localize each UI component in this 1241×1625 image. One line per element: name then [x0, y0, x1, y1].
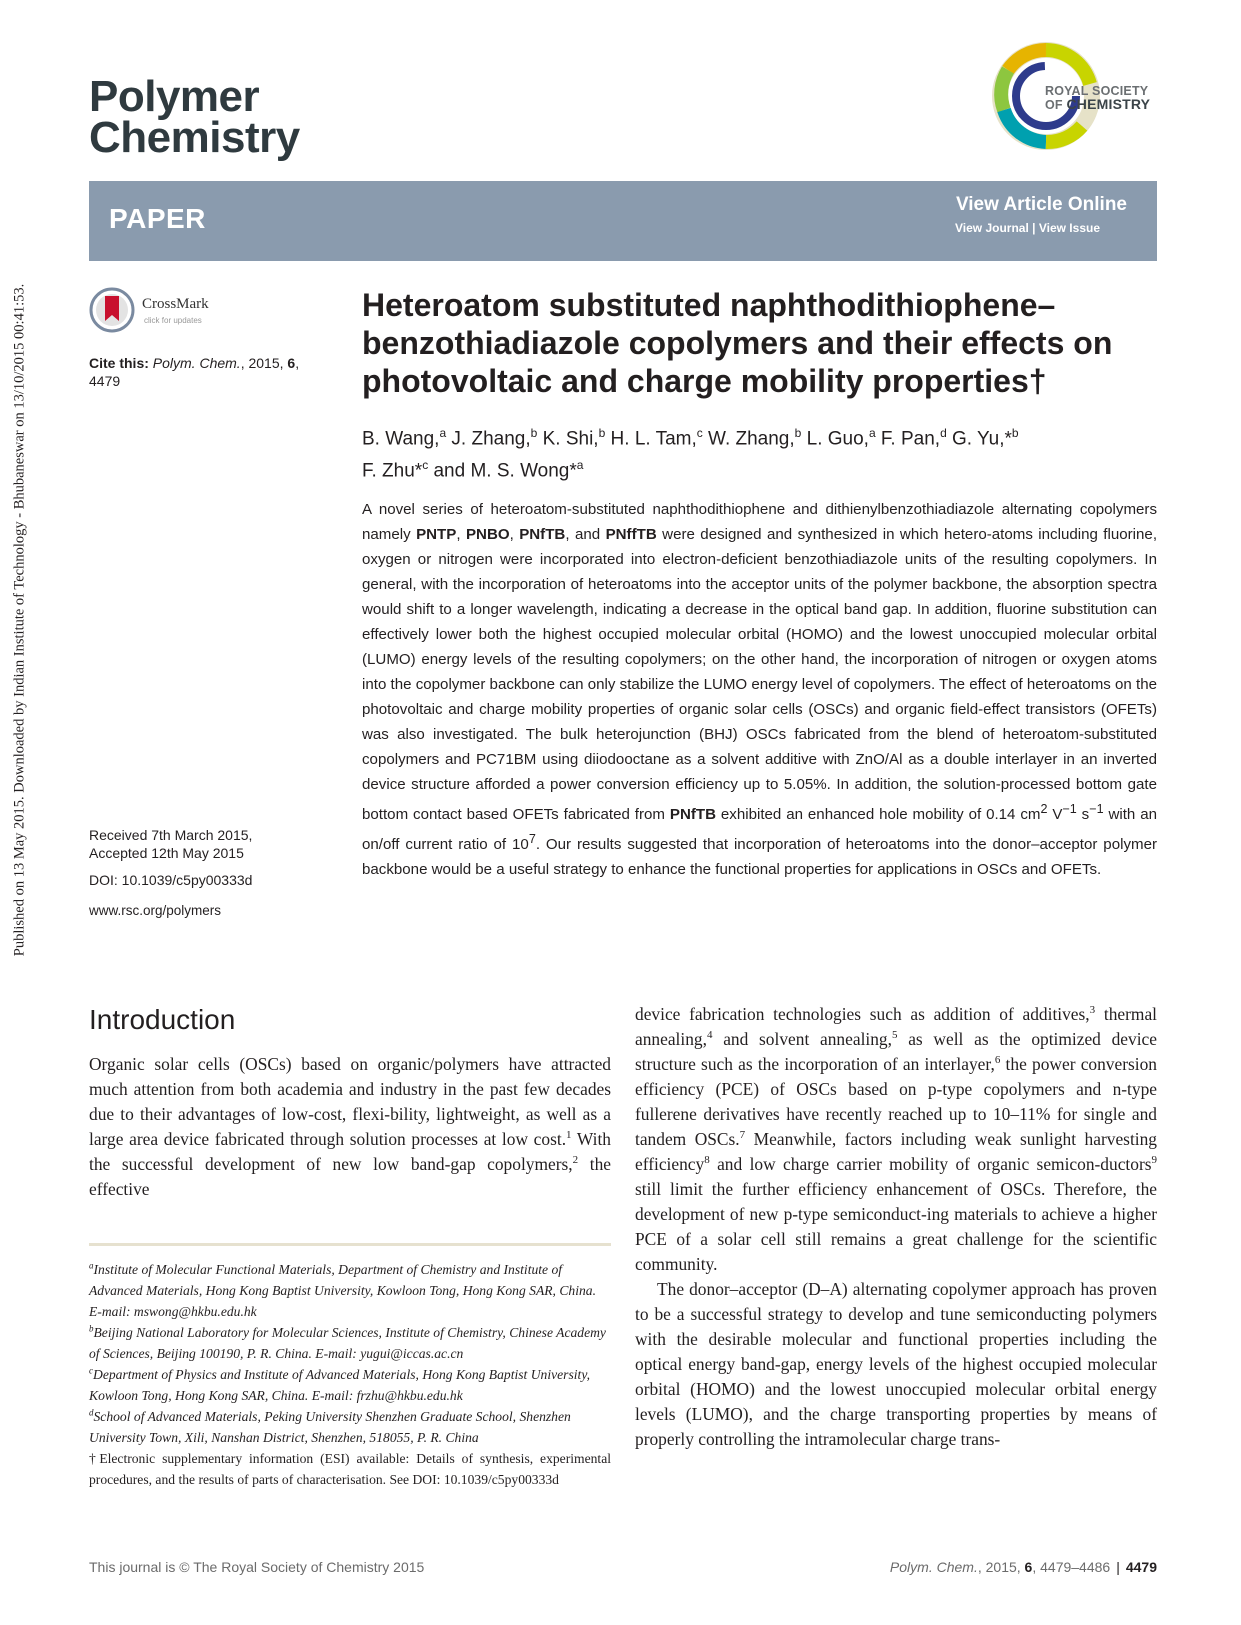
author-affiliation: d: [940, 426, 947, 440]
abstract-text: ,: [456, 526, 466, 543]
compound-name: PNfTB: [669, 806, 717, 824]
reference-link[interactable]: 1: [566, 1129, 572, 1142]
body-text: as well as the optimized device structure such as the incorporation of an interlayer,: [635, 1029, 1157, 1074]
affiliation-b: [89, 1322, 611, 1364]
affiliation-text: Beijing National Laboratory for Molecular Sciences, Institute of Chemistry, Chinese Academy of Sciences, Beijing 100190, P. R. China. E-mail: yugui@iccas.ac.cn: [89, 1325, 606, 1361]
reference-link[interactable]: 4: [706, 1029, 713, 1042]
compound-name: PNTP: [416, 526, 457, 543]
cite-volume: 6: [287, 355, 296, 371]
body-column-right: [635, 1002, 1157, 1452]
journal-title-line2: Chemistry: [89, 113, 300, 162]
affiliation-a: [89, 1259, 611, 1322]
journal-title: [89, 72, 300, 162]
author-affiliation: c: [422, 458, 429, 473]
author-name[interactable]: H. L. Tam,: [605, 428, 697, 450]
author-name[interactable]: F. Zhu*: [362, 460, 423, 482]
abstract-text: s: [1076, 806, 1090, 824]
cite-page: 4479: [89, 373, 121, 389]
view-journal-link[interactable]: View Journal: [954, 221, 1029, 235]
affiliation-marker: b: [89, 1323, 94, 1334]
affiliation-footnotes: [89, 1259, 611, 1490]
reference-link[interactable]: 7: [739, 1129, 746, 1142]
author-name[interactable]: G. Yu,*: [946, 428, 1012, 450]
body-text: the effective: [89, 1154, 611, 1199]
author-name[interactable]: F. Pan,: [875, 428, 941, 450]
publisher-name: [1045, 85, 1150, 112]
author-name[interactable]: and M. S. Wong*: [428, 460, 577, 482]
banner-links: [955, 221, 1100, 235]
journal-title-line1: Polymer: [89, 72, 260, 121]
article-type-banner: [89, 181, 1157, 261]
abstract-text: were designed and synthesized in which hetero-atoms including fluorine, oxygen or nitrogen were incorporated into electron-deficient benzothiadiazole units of the resulting copolymers. In general, with the incorporation of heteroatoms into the acceptor units of the polymer backbone, the absorption spectra would shift to a longer wavelength, indicating a decrease in the optical band gap. In addition, fluorine substitution can effectively lower both the highest occupied molecular orbital (HOMO) and the lowest unoccupied molecular orbital (LUMO) energy levels of the resulting copolymers; on the other hand, the incorporation of nitrogen or oxygen atoms into the copolymer backbone can only stabilize the LUMO energy level of copolymers. The effect of heteroatoms on the photovoltaic and charge mobility properties of organic solar cells (OSCs) and organic field-effect transistors (OFETs) was also investigated. The bulk heterojunction (BHJ) OSCs fabricated from the blend of heteroatom-substituted copolymers and PC71BM using diiodooctane as a solvent additive with ZnO/Al as a double interlayer in an inverted device structure afforded a power conversion efficiency up to 5.05%. In addition, the solution-processed bottom gate bottom contact based OFETs fabricated from: [362, 526, 1158, 824]
abstract-text: ,: [509, 526, 520, 543]
author-affiliation: a: [576, 458, 584, 473]
compound-name: PNffTB: [605, 526, 657, 543]
footer-pages: , 4479–4486: [1032, 1559, 1111, 1575]
journal-url-link[interactable]: www.rsc.org/polymers: [89, 903, 222, 918]
reference-link[interactable]: 9: [1151, 1154, 1157, 1167]
abstract-text: exhibited an enhanced hole mobility of 0.14 cm: [716, 806, 1041, 824]
affiliation-c: [89, 1364, 611, 1406]
body-text: and low charge carrier mobility of organic semicon-ductors: [709, 1154, 1152, 1174]
received-date: Received 7th March 2015,: [89, 827, 253, 843]
reference-link[interactable]: 6: [994, 1054, 1001, 1067]
esi-footnote: †Electronic supplementary information (ESI) available: Details of synthesis, experimental procedures, and the results of parts of characterisation. See DOI: 10.1039/c5py00333d: [89, 1451, 611, 1487]
body-text: and solvent annealing,: [712, 1029, 892, 1049]
affiliation-text: School of Advanced Materials, Peking University Shenzhen Graduate School, Shenzhen University Town, Xili, Nanshan District, Shenzhen, 518055, P. R. China: [89, 1409, 571, 1445]
body-text: Meanwhile, factors including weak sunlight harvesting efficiency: [635, 1129, 1157, 1174]
footer-separator: |: [1116, 1559, 1120, 1575]
abstract-superscript: −1: [1062, 802, 1077, 816]
body-text: thermal annealing,: [635, 1004, 1157, 1049]
crossmark-label: CrossMark: [142, 296, 209, 312]
abstract-text: with an on/off current ratio of 10: [362, 806, 1157, 854]
affiliation-d: [89, 1406, 611, 1448]
publisher-name-of: OF: [1045, 98, 1063, 112]
accepted-date: Accepted 12th May 2015: [89, 845, 244, 861]
abstract-text: , and: [565, 526, 606, 543]
article-title: Heteroatom substituted naphthodithiophene–benzothiadiazole copolymers and their effects on photovoltaic and charge mobility properties†: [362, 287, 1113, 399]
footer-year: , 2015,: [977, 1559, 1025, 1575]
affiliation-marker: d: [89, 1407, 94, 1418]
download-stamp-text: Published on 13 May 2015. Downloaded by Indian Institute of Technology - Bhubaneswar on 13/10/2015 00:41:53.: [11, 283, 28, 957]
download-stamp: [8, 230, 32, 1010]
author-name[interactable]: L. Guo,: [801, 428, 869, 450]
page-footer-citation: [890, 1559, 1157, 1575]
abstract-text: A novel series of heteroatom-substituted naphthodithiophene and dithienylbenzothiadiazole alternating copolymers namely: [362, 501, 1157, 543]
author-name[interactable]: B. Wang,: [362, 428, 440, 450]
affiliation-marker: c: [89, 1365, 93, 1376]
view-article-online-link[interactable]: View Article Online: [955, 194, 1127, 215]
publisher-logo[interactable]: [990, 40, 1165, 155]
body-text: the power conversion efficiency (PCE) of OSCs based on p-type copolymers and n-type fullerene derivatives have recently reached up to 10–11% for single and tandem OSCs.: [635, 1054, 1158, 1149]
body-text: still limit the further efficiency enhancement of OSCs. Therefore, the development of new p-type semiconduct-ing materials to achieve a higher PCE of a solar cell still remains a great challenge for the scientific community.: [635, 1179, 1157, 1274]
abstract-superscript: 7: [528, 832, 536, 847]
author-name[interactable]: W. Zhang,: [702, 428, 795, 450]
citation-block: Cite this: Polym. Chem., 2015, 6, 4479: [89, 355, 300, 389]
footer-volume: 6: [1024, 1559, 1033, 1575]
author-affiliation: a: [439, 426, 447, 440]
section-heading-introduction: Introduction: [89, 1004, 236, 1035]
cite-prefix: Cite this:: [89, 355, 149, 371]
body-text: With the successful development of new low band-gap copolymers,: [89, 1129, 611, 1174]
article-doi[interactable]: DOI: 10.1039/c5py00333d: [89, 872, 253, 888]
footnote-divider: [89, 1243, 611, 1246]
affiliation-text: Department of Physics and Institute of Advanced Materials, Hong Kong Baptist University, Kowloon Tong, Hong Kong SAR, China. E-mail: frzhu@hkbu.edu.hk: [89, 1367, 590, 1403]
abstract-text: . Our results suggested that incorporation of heteroatoms into the donor–acceptor polymer backbone would be a useful strategy to enhance the functional properties for applications in OSCs and OFETs.: [362, 836, 1157, 879]
author-affiliation: b: [794, 426, 802, 440]
abstract: [362, 497, 1157, 882]
view-issue-link[interactable]: View Issue: [1038, 221, 1100, 235]
page-number: 4479: [1125, 1559, 1157, 1575]
body-text: device fabrication technologies such as addition of additives,: [635, 1004, 1090, 1024]
article-type-label: PAPER: [109, 203, 206, 234]
author-affiliation: b: [530, 426, 538, 440]
reference-link[interactable]: 5: [891, 1029, 898, 1042]
footer-journal: Polym. Chem.: [889, 1559, 978, 1575]
body-text: Organic solar cells (OSCs) based on organic/polymers have attracted much attention from both academia and industry in the past few decades due to their advantages of low-cost, flexi-bility, lightweight, as well as a large area device fabricated through solution processes at low cost.: [89, 1054, 611, 1149]
abstract-text: V: [1047, 806, 1063, 824]
article-dates: [89, 826, 339, 862]
crossmark-icon: [89, 287, 135, 333]
author-affiliation: b: [1011, 426, 1019, 440]
author-affiliation: c: [696, 426, 703, 440]
abstract-superscript: −1: [1089, 802, 1104, 816]
author-affiliation: b: [598, 426, 606, 440]
cite-year: , 2015,: [240, 355, 284, 371]
body-paragraph: The donor–acceptor (D–A) alternating copolymer approach has proven to be a successful strategy to develop and tune semiconducting polymers with the desirable molecular and functional properties including the optical energy band-gap, energy levels of the highest occupied molecular orbital (HOMO) and the lowest unoccupied molecular orbital energy levels (LUMO), and the charge transporting properties by means of properly controlling the intramolecular charge trans-: [635, 1279, 1157, 1449]
publisher-name-line1: ROYAL SOCIETY: [1045, 84, 1149, 98]
affiliation-marker: a: [89, 1260, 94, 1271]
author-affiliation: a: [868, 426, 876, 440]
author-list: [362, 420, 1152, 485]
banner-links-separator: |: [1032, 221, 1036, 235]
cite-journal: Polym. Chem.: [152, 355, 241, 371]
author-name[interactable]: J. Zhang,: [446, 428, 531, 450]
crossmark-badge[interactable]: [89, 287, 229, 335]
abstract-superscript: 2: [1040, 802, 1048, 816]
affiliation-text: Institute of Molecular Functional Materials, Department of Chemistry and Institute of Advanced Materials, Hong Kong Baptist University, Kowloon Tong, Hong Kong SAR, China. E-mail: mswong@hkbu.edu.hk: [89, 1262, 596, 1319]
publisher-name-chemistry: CHEMISTRY: [1066, 96, 1151, 112]
reference-link[interactable]: 2: [572, 1154, 579, 1167]
reference-link[interactable]: 8: [704, 1154, 710, 1167]
body-column-left: [89, 1052, 611, 1202]
compound-name: PNfTB: [519, 526, 566, 543]
crossmark-sublabel: click for updates: [144, 316, 202, 325]
author-name[interactable]: K. Shi,: [537, 428, 599, 450]
reference-link[interactable]: 3: [1089, 1004, 1096, 1017]
compound-name: PNBO: [465, 526, 510, 543]
copyright-footer: This journal is © The Royal Society of Chemistry 2015: [89, 1559, 425, 1575]
